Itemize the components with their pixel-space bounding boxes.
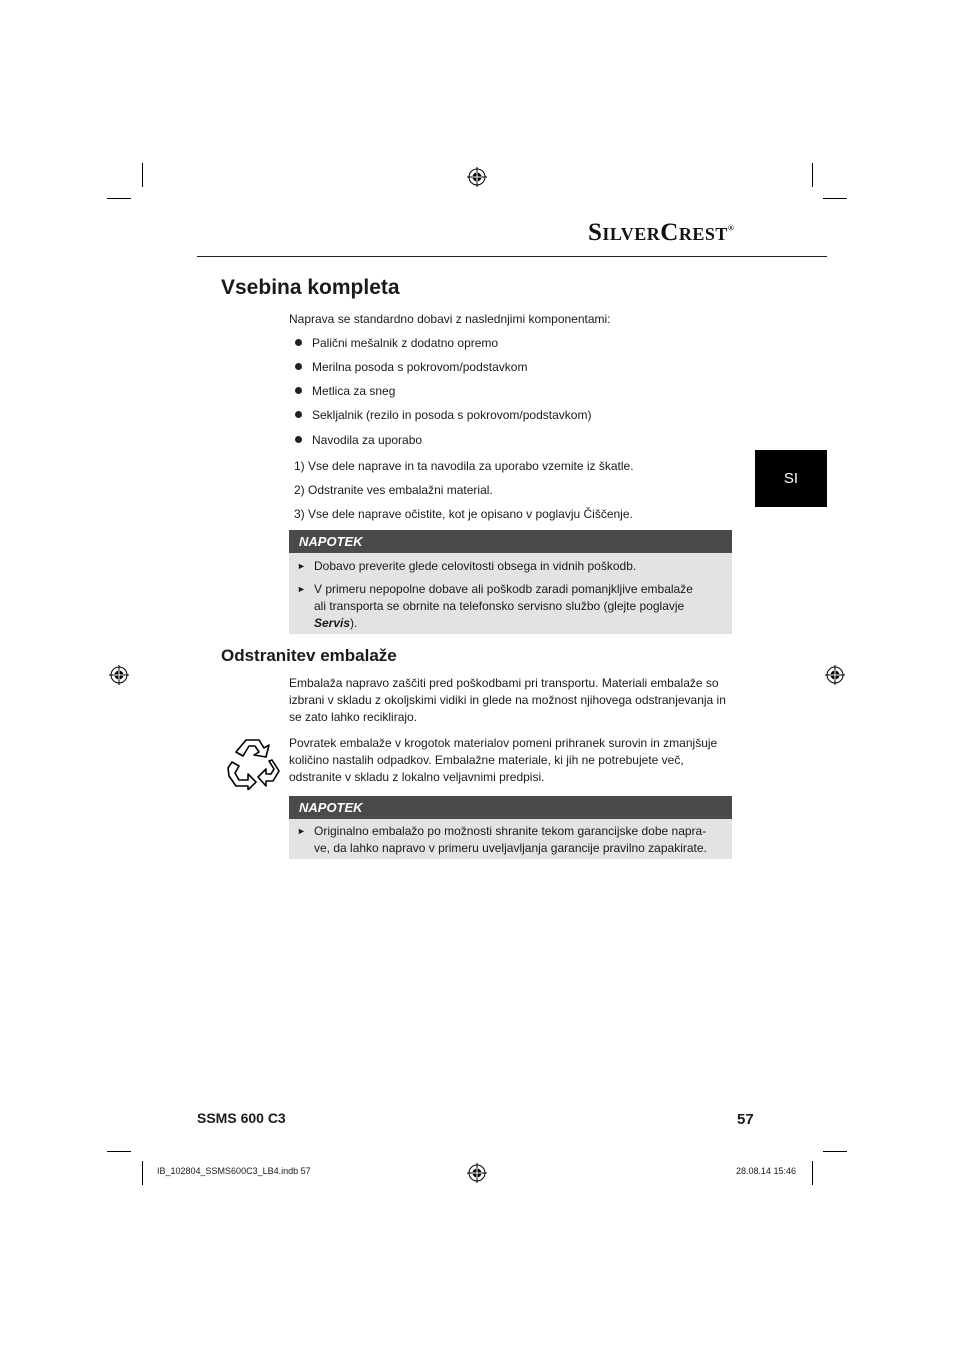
note-box [289,530,732,634]
note-item: ► Dobavo preverite glede celovitosti obsega in vidnih poškodb. [297,559,637,573]
arrow-bullet-icon: ► [297,584,306,594]
bullet-icon [295,436,302,443]
brand-logo: SilverCrest® [588,219,735,246]
model-number: SSMS 600 C3 [197,1110,286,1126]
bullet-icon [295,411,302,418]
step-item: 1) Vse dele naprave in ta navodila za uporabo vzemite iz škatle. [294,459,634,473]
list-item: Palični mešalnik z dodatno opremo [295,335,498,352]
list-item: Metlica za sneg [295,383,395,400]
list-item: Sekljalnik (rezilo in posoda s pokrovom/podstavkom) [295,407,591,424]
crop-mark [107,198,131,199]
registration-mark-icon [825,665,845,685]
bullet-icon [295,387,302,394]
intro-text: Naprava se standardno dobavi z naslednjimi komponentami: [289,312,611,326]
step-item: 2) Odstranite ves embalažni material. [294,483,493,497]
bullet-icon [295,363,302,370]
arrow-bullet-icon: ► [297,561,306,571]
chapter-reference: Servis [314,616,351,630]
slug-file: IB_102804_SSMS600C3_LB4.indb 57 [157,1166,311,1176]
list-item: Navodila za uporabo [295,432,422,449]
slug-date: 28.08.14 15:46 [736,1166,797,1176]
note-item: ► Originalno embalažo po možnosti shranite tekom garancijske dobe napra- ve, da lahko napravo v primeru uveljavljanja garancije pravilno zapakirate. [297,824,707,855]
crop-mark [107,1151,131,1152]
step-item: 3) Vse dele naprave očistite, kot je opisano v poglavju Čiščenje. [294,507,633,521]
bullet-icon [295,339,302,346]
recycling-icon [226,736,284,790]
crop-mark [812,163,813,187]
paragraph: Embalaža napravo zaščiti pred poškodbami pri transportu. Materiali embalaže so izbrani v skladu z okoljskimi vidiki in glede na možnost njihovega odstranjevanja in se zato lahko reciklirajo. [289,676,726,724]
list-item: Merilna posoda s pokrovom/podstavkom [295,359,527,376]
note-header: NAPOTEK [289,796,732,819]
arrow-bullet-icon: ► [297,826,306,836]
crop-mark [142,1161,143,1185]
section2-title: Odstranitev embalaže [221,646,397,665]
crop-mark [823,198,847,199]
language-tab: SI [755,450,827,507]
registration-mark-icon [109,665,129,685]
page-number: 57 [737,1111,754,1128]
crop-mark [812,1161,813,1185]
registration-mark-icon [467,167,487,187]
crop-mark [823,1151,847,1152]
note-header: NAPOTEK [289,530,732,553]
registration-mark-icon [467,1163,487,1183]
note-box [289,796,732,859]
paragraph: Povratek embalaže v krogotok materialov pomeni prihranek surovin in zmanjšuje količino nastalih odpadkov. Embalažne materiale, ki jih ne potrebujete več, odstranite v skladu z lokalno veljavnimi predpisi. [289,736,718,784]
crop-mark [142,163,143,187]
header-rule [197,256,827,257]
note-item: ► V primeru nepopolne dobave ali poškodb zaradi pomanjkljive embalaže ali transporta se obrnite na telefonsko servisno službo (glejte poglavje Servis). [297,582,693,630]
section-title: Vsebina kompleta [221,276,400,299]
